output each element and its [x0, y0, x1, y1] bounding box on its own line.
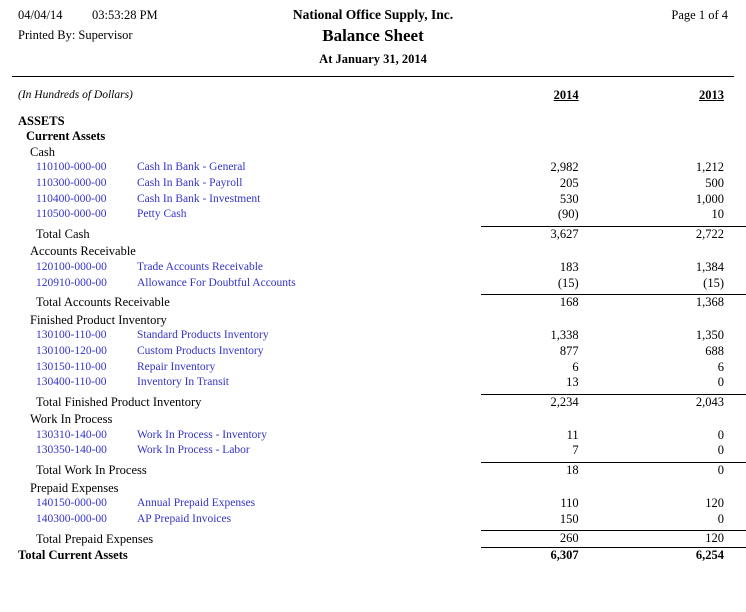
section-header-row — [0, 114, 746, 130]
account-description[interactable]: Repair Inventory — [136, 360, 216, 373]
account-description[interactable]: AP Prepaid Invoices — [136, 512, 232, 525]
account-number[interactable]: 140300-000-00 — [36, 512, 107, 525]
account-description[interactable]: Trade Accounts Receivable — [136, 260, 264, 273]
amount-year1: (90) — [557, 207, 579, 222]
total-year2: 0 — [627, 463, 746, 479]
group-header-row — [0, 412, 746, 428]
amount-year2: 120 — [705, 496, 724, 511]
total-row — [0, 394, 746, 410]
page-number: Page 1 of 4 — [671, 8, 728, 22]
total-row — [0, 531, 746, 548]
group-header-row — [0, 244, 746, 260]
total-year1: 2,234 — [481, 394, 626, 410]
amount-year2: 1,212 — [695, 160, 724, 175]
group-label: Accounts Receivable — [30, 244, 136, 259]
account-description[interactable]: Work In Process - Labor — [136, 444, 250, 457]
account-number[interactable]: 110500-000-00 — [36, 208, 107, 221]
amount-year2: 0 — [717, 443, 724, 458]
account-row — [0, 496, 746, 512]
amount-year2: 500 — [705, 175, 724, 190]
total-label: Total Current Assets — [18, 548, 128, 563]
account-row — [0, 207, 746, 223]
group-label: Work In Process — [30, 412, 113, 427]
account-description[interactable]: Annual Prepaid Expenses — [136, 497, 256, 510]
total-label: Total Finished Product Inventory — [36, 394, 202, 409]
account-number[interactable]: 140150-000-00 — [36, 497, 107, 510]
amount-year2: 688 — [705, 343, 724, 358]
total-label: Total Work In Process — [36, 463, 147, 478]
grand-total-row — [0, 548, 746, 564]
amount-year1: 183 — [559, 259, 579, 274]
total-label: Total Accounts Receivable — [36, 295, 170, 310]
total-label: Total Cash — [36, 226, 90, 241]
group-header-row — [0, 145, 746, 161]
account-description[interactable]: Cash In Bank - Investment — [136, 192, 261, 205]
account-row — [0, 344, 746, 360]
report-subtitle: At January 31, 2014 — [319, 52, 427, 66]
account-number[interactable]: 110300-000-00 — [36, 176, 107, 189]
account-number[interactable]: 120100-000-00 — [36, 260, 107, 273]
amount-year2: 1,000 — [695, 191, 724, 206]
account-row — [0, 328, 746, 344]
total-year1: 168 — [481, 295, 626, 311]
column-header-year2 — [627, 88, 746, 104]
amount-year1: 1,338 — [550, 328, 579, 343]
total-year1: 18 — [481, 463, 626, 479]
account-row — [0, 443, 746, 459]
amount-year1: (15) — [557, 275, 579, 290]
amount-year1: 150 — [559, 511, 579, 526]
account-description[interactable]: Standard Products Inventory — [136, 329, 269, 342]
amount-year2: 10 — [711, 207, 724, 222]
group-label: Prepaid Expenses — [30, 480, 119, 495]
amount-year1: 7 — [572, 443, 579, 458]
header-divider — [12, 76, 734, 77]
account-description[interactable]: Petty Cash — [136, 208, 187, 221]
amount-year2: 6 — [717, 359, 724, 374]
total-label: Total Prepaid Expenses — [36, 531, 154, 546]
account-description[interactable]: Allowance For Doubtful Accounts — [136, 276, 296, 289]
printed-by: Printed By: Supervisor — [18, 28, 133, 42]
amount-year1: 877 — [559, 343, 579, 358]
account-row — [0, 176, 746, 192]
total-row — [0, 226, 746, 242]
account-description[interactable]: Custom Products Inventory — [136, 344, 264, 357]
account-row — [0, 428, 746, 444]
account-row — [0, 360, 746, 376]
amount-year1: 13 — [566, 375, 579, 390]
amount-year2: 0 — [717, 511, 724, 526]
account-number[interactable]: 130100-110-00 — [36, 329, 107, 342]
amount-year1: 6 — [572, 359, 579, 374]
report-header — [0, 0, 746, 64]
account-row — [0, 260, 746, 276]
account-number[interactable]: 120910-000-00 — [36, 276, 107, 289]
section-label: ASSETS — [18, 113, 65, 128]
account-description[interactable]: Inventory In Transit — [136, 376, 229, 389]
account-number[interactable]: 130150-110-00 — [36, 360, 107, 373]
amount-year1: 2,982 — [550, 160, 579, 175]
section-header-row — [0, 129, 746, 145]
total-year2: 2,722 — [627, 226, 746, 242]
account-number[interactable]: 130350-140-00 — [36, 444, 107, 457]
column-header-year1 — [481, 88, 626, 104]
total-year2: 120 — [627, 531, 746, 548]
balance-sheet-table — [0, 88, 746, 564]
account-description[interactable]: Work In Process - Inventory — [136, 428, 267, 441]
total-year2: 6,254 — [627, 548, 746, 564]
amount-year1: 530 — [559, 191, 579, 206]
account-description[interactable]: Cash In Bank - General — [136, 161, 246, 174]
account-number[interactable]: 130400-110-00 — [36, 376, 107, 389]
account-row — [0, 160, 746, 176]
total-year1: 3,627 — [481, 226, 626, 242]
amount-year2: 1,350 — [695, 328, 724, 343]
amount-year1: 110 — [560, 496, 579, 511]
year2-label: 2013 — [699, 88, 724, 102]
group-header-row — [0, 481, 746, 497]
account-row — [0, 512, 746, 528]
group-label: Finished Product Inventory — [30, 312, 167, 327]
print-date: 04/04/14 — [18, 8, 63, 22]
account-number[interactable]: 130100-120-00 — [36, 344, 107, 357]
group-label: Cash — [30, 144, 55, 159]
total-row — [0, 295, 746, 311]
section-label: Current Assets — [26, 129, 106, 144]
account-number[interactable]: 110400-000-00 — [36, 192, 107, 205]
column-header-row — [0, 88, 746, 104]
amount-year1: 205 — [559, 175, 579, 190]
account-number[interactable]: 110100-000-00 — [36, 161, 107, 174]
amount-year1: 11 — [566, 427, 579, 442]
account-row — [0, 276, 746, 292]
year1-label: 2014 — [553, 88, 579, 102]
account-description[interactable]: Cash In Bank - Payroll — [136, 176, 243, 189]
amount-year2: (15) — [703, 275, 724, 290]
account-number[interactable]: 130310-140-00 — [36, 428, 107, 441]
account-row — [0, 375, 746, 391]
total-year2: 1,368 — [627, 295, 746, 311]
report-title: Balance Sheet — [322, 26, 424, 45]
row-spacer — [0, 104, 746, 114]
group-header-row — [0, 313, 746, 329]
total-row — [0, 463, 746, 479]
units-label: (In Hundreds of Dollars) — [18, 89, 133, 101]
amount-year2: 0 — [717, 427, 724, 442]
total-year1: 260 — [481, 531, 626, 548]
total-year2: 2,043 — [627, 394, 746, 410]
company-name: National Office Supply, Inc. — [292, 7, 454, 22]
print-time: 03:53:28 PM — [92, 8, 158, 22]
amount-year2: 0 — [717, 375, 724, 390]
total-year1: 6,307 — [481, 548, 626, 564]
amount-year2: 1,384 — [695, 259, 724, 274]
account-row — [0, 192, 746, 208]
